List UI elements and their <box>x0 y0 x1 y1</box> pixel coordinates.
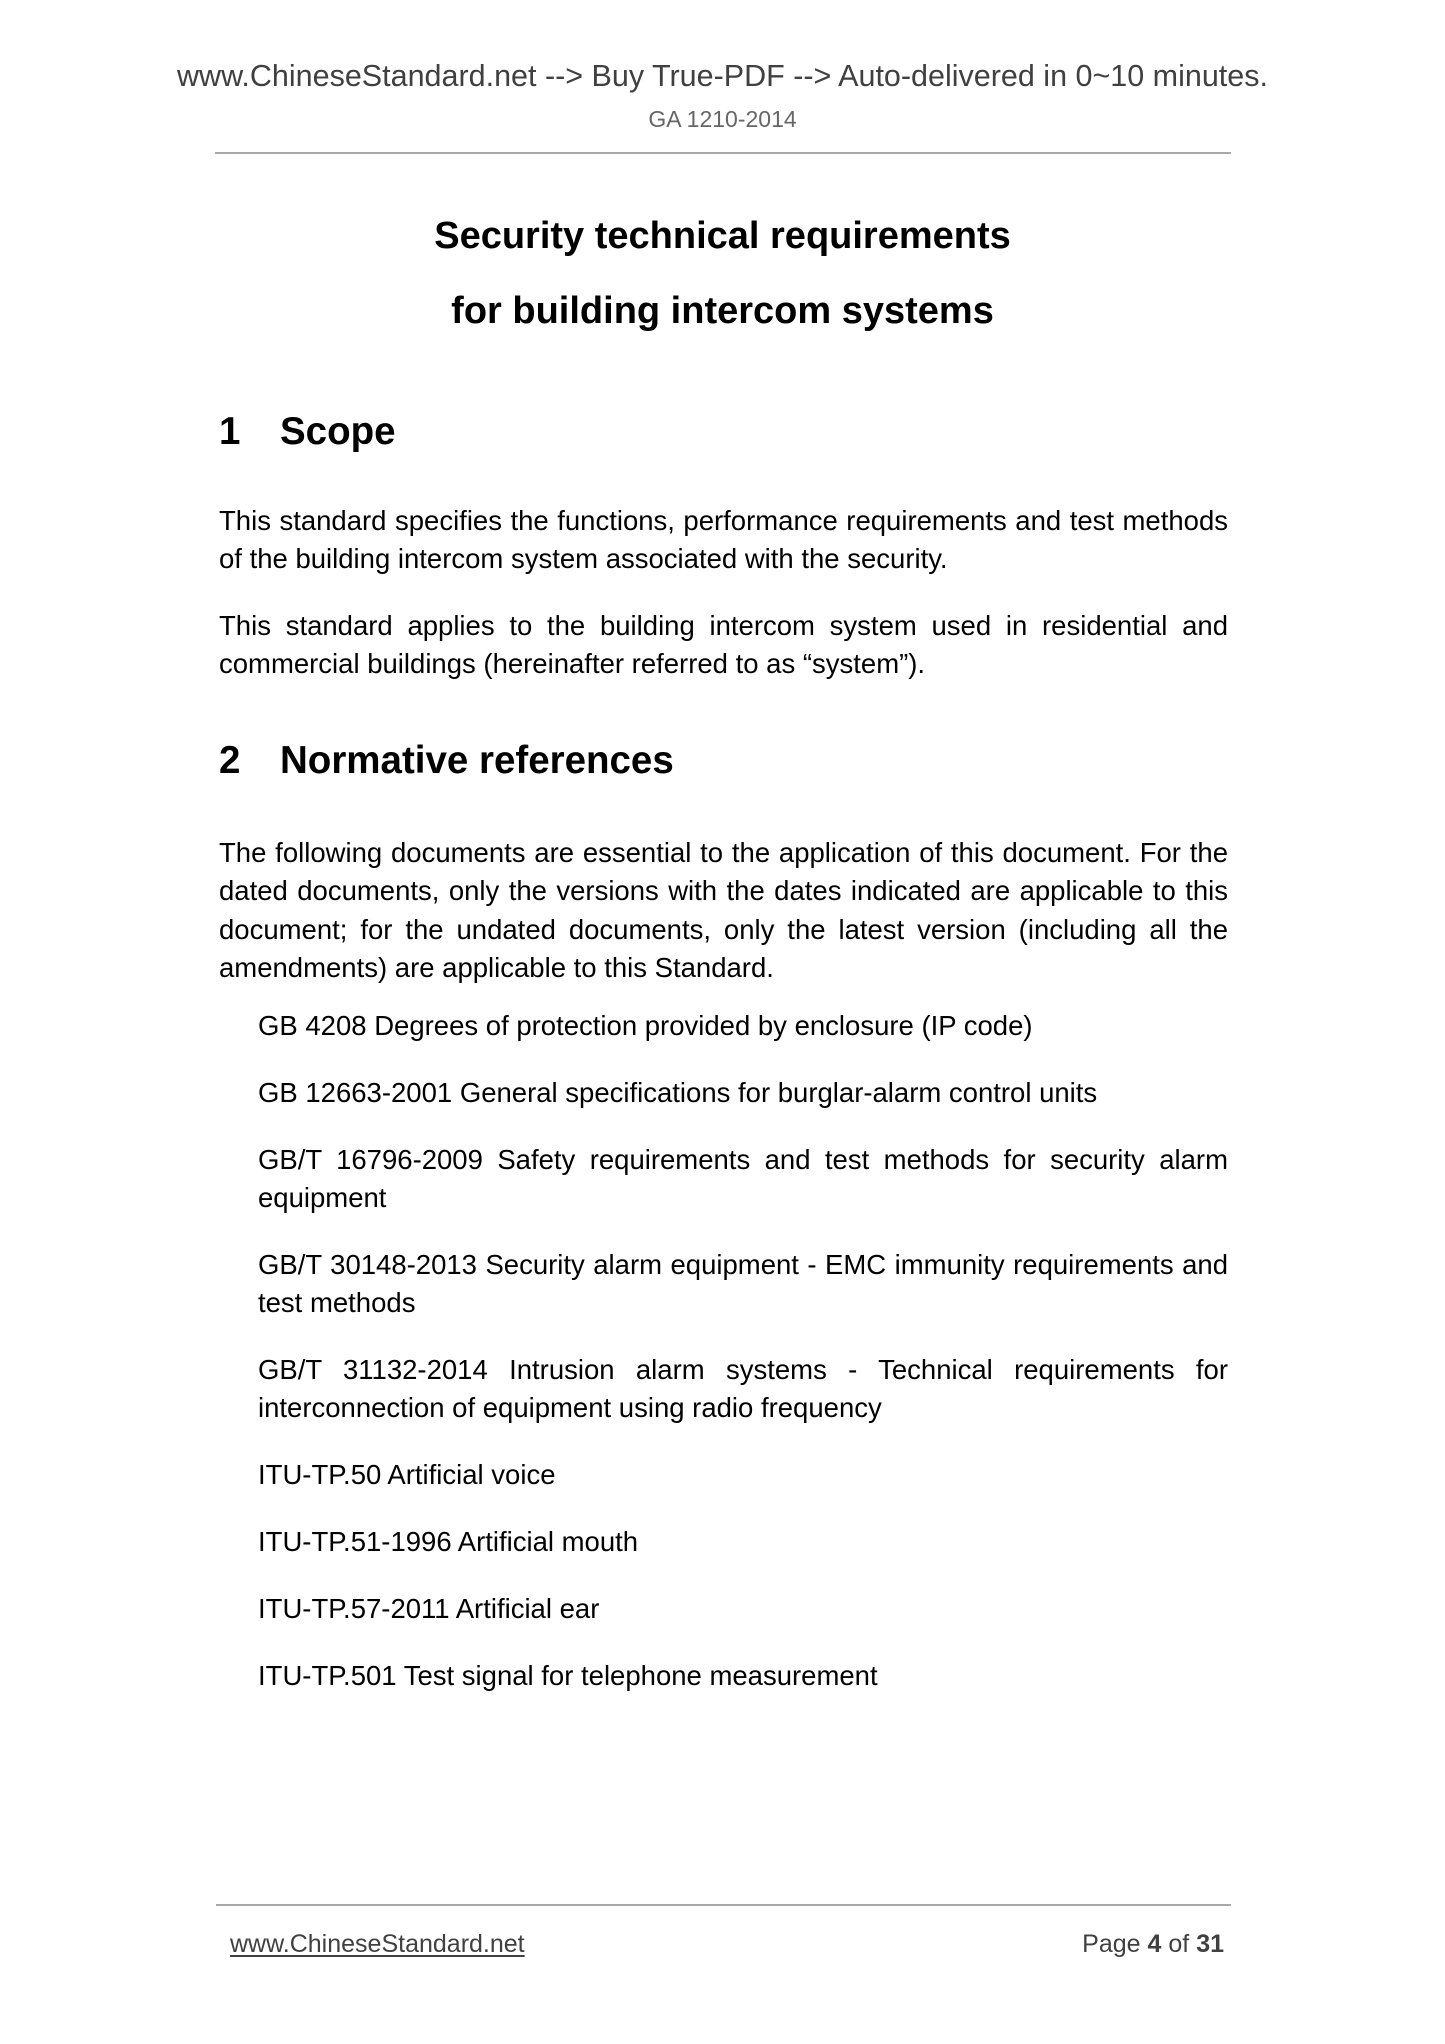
footer-divider <box>216 1904 1231 1906</box>
section-title: Scope <box>280 410 396 453</box>
page-label: Page <box>1082 1930 1141 1958</box>
document-title-line-1: Security technical requirements <box>434 215 1011 257</box>
page-of-label: of <box>1168 1930 1190 1958</box>
section-number: 2 <box>219 739 241 782</box>
scope-paragraph-1: This standard specifies the functions, performance requirements and test methods of the building intercom system associated with the security. <box>219 505 1228 575</box>
reference-list <box>258 1007 1228 1724</box>
section-heading-scope <box>219 409 396 455</box>
reference-item: ITU-TP.501 Test signal for telephone measurement <box>258 1660 878 1692</box>
document-title-line-2: for building intercom systems <box>451 290 994 332</box>
page-number <box>1082 1929 1224 1959</box>
header-divider <box>215 152 1231 154</box>
section-number: 1 <box>219 410 241 453</box>
reference-item: GB/T 30148-2013 Security alarm equipment - EMC immunity requirements and test methods <box>258 1248 1228 1319</box>
reference-item: ITU-TP.50 Artificial voice <box>258 1459 556 1491</box>
scope-paragraph-2: This standard applies to the building intercom system used in residential and commercial buildings (hereinafter referred to as “system”). <box>219 610 1228 680</box>
standard-code: GA 1210-2014 <box>648 106 797 132</box>
reference-item: GB/T 16796-2009 Safety requirements and test methods for security alarm equipment <box>258 1143 1228 1214</box>
reference-item: GB 12663-2001 General specifications for burglar-alarm control units <box>258 1076 1098 1108</box>
reference-item: GB/T 31132-2014 Intrusion alarm systems - Technical requirements for interconnection of equipment using radio frequency <box>258 1354 1228 1424</box>
footer-website-link[interactable]: www.ChineseStandard.net <box>230 1930 525 1958</box>
section-title: Normative references <box>280 739 674 782</box>
page-total: 31 <box>1196 1930 1224 1958</box>
section-heading-normative-references <box>219 738 674 784</box>
header-banner: www.ChineseStandard.net --> Buy True-PDF --> Auto-delivered in 0~10 minutes. <box>177 59 1268 93</box>
reference-item: GB 4208 Degrees of protection provided by enclosure (IP code) <box>258 1010 1033 1041</box>
reference-item: ITU-TP.57-2011 Artificial ear <box>258 1593 600 1625</box>
reference-item: ITU-TP.51-1996 Artificial mouth <box>258 1526 639 1558</box>
page-current: 4 <box>1147 1930 1162 1958</box>
normative-references-intro: The following documents are essential to the application of this document. For the dated documents, only the versions with the dates indicated are applicable to this document; for the undated documents, only the latest version (including all the amendments) are applicable to this Standard. <box>219 837 1228 983</box>
